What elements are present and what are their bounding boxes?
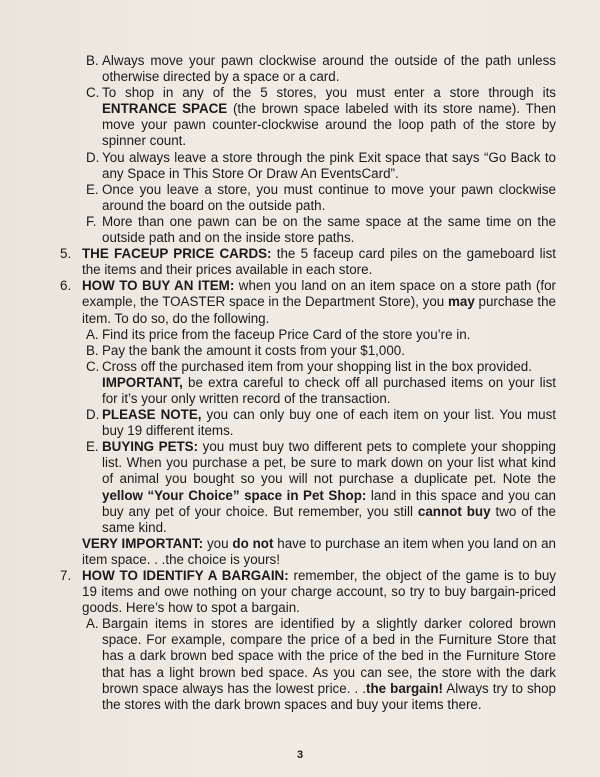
text-run: Pay the bank the amount it costs from your $1,000.: [102, 342, 405, 358]
item-label: E.: [86, 439, 99, 455]
item-label: [86, 375, 102, 407]
rule-item: [86, 85, 556, 149]
bold-text: HOW TO IDENTIFY A BARGAIN:: [82, 568, 289, 583]
sub-item: [86, 375, 556, 407]
item-label: A.: [86, 616, 99, 632]
text-run: More than one pawn can be on the same space at the same time on the outside path and on the inside store paths.: [102, 213, 556, 246]
item-text: [82, 246, 556, 278]
sub-item: [86, 616, 556, 713]
bold-text: THE FACEUP PRICE CARDS:: [82, 246, 272, 262]
text-run: Always move your pawn clockwise around the outside of the path unless otherwise directed by a space or a card.: [102, 53, 556, 85]
text-run: Bargain items in stores are identified by a slightly darker colored brown space. For example, compare the price of a bed in the Furniture Store that has a dark brown bed space with the price of the bed in the Furniture Store that has a light brown bed space. As you can see, the store with the dark brown space always has the lowest price. . .: [102, 616, 556, 696]
rule-item: [86, 182, 556, 214]
bold-text: ENTRANCE SPACE: [102, 101, 228, 117]
text-run: the 5 faceup card piles on the gameboard list the items and their prices available in each store.: [82, 246, 556, 278]
text-run: Cross off the purchased item from your shopping list in the box provided.: [102, 358, 532, 374]
item-label: D.: [86, 407, 100, 423]
text-run: have to purchase an item when you land on an item space. . .the choice is yours!: [82, 535, 556, 567]
item-text: [102, 616, 556, 713]
item-text: [102, 85, 556, 149]
item-label: E.: [86, 181, 99, 197]
item-label: B.: [86, 53, 99, 68]
text-run: Once you leave a store, you must continue to move your pawn clockwise around the board on the outside path.: [102, 181, 556, 213]
text-run: land in this space and you can buy any pet of your choice. But remember, you still: [102, 487, 557, 519]
section-heading-row: [60, 246, 556, 278]
text-run: Always try to shop the stores with the dark brown spaces and buy your items there.: [102, 680, 556, 712]
item-text: [82, 278, 556, 326]
section-6-how-to-buy: [60, 278, 556, 568]
item-label: A.: [86, 326, 99, 342]
text-run: when you land on an item space on a store path (for example, the TOASTER space in the Department Store), you: [82, 278, 557, 310]
item-text: [102, 150, 556, 182]
item-text: [82, 568, 556, 616]
rule-item: [86, 150, 556, 182]
item-text: [102, 327, 556, 343]
text-run: To shop in any of the 5 stores, you must enter a store through its: [102, 85, 556, 101]
text-run: (the brown space labeled with its store name). Then move your pawn counter-clockwise around the loop path of the store by spinner count.: [102, 101, 556, 149]
item-text: [102, 214, 556, 246]
section-7-identify-bargain: [60, 568, 556, 713]
item-text: [102, 53, 556, 85]
text-run: purchase the item. To do so, do the following.: [82, 294, 556, 326]
bold-text: yellow “Your Choice” space in Pet Shop:: [102, 487, 367, 503]
text-run: two of the same kind.: [102, 503, 556, 535]
text-run: You always leave a store through the pink Exit space that says “Go Back to any Space in This Store Or Draw An EventsCard”.: [102, 149, 556, 181]
text-run: remember, the object of the game is to buy 19 items and owe nothing on your charge account, so try to buy bargain-priced goods. Here’s how to spot a bargain.: [82, 568, 556, 616]
item-label: F.: [86, 213, 97, 229]
text-run: you must buy two different pets to complete your shopping list. When you purchase a pet, be sure to mark down on your list what kind of animal you bought so you will not purchase a duplicate pet. Note the: [102, 439, 556, 487]
bold-text: cannot buy: [417, 503, 491, 519]
very-important-note: [82, 536, 556, 568]
movement-rules-list: [60, 53, 556, 246]
page-number: 3: [296, 749, 304, 761]
item-text: [102, 407, 556, 439]
item-label: B.: [86, 342, 99, 358]
bold-text: IMPORTANT,: [102, 374, 183, 390]
bold-text: BUYING PETS:: [102, 439, 199, 455]
sub-item: [86, 327, 556, 343]
bold-text: PLEASE NOTE,: [102, 407, 202, 423]
section-heading-row: [60, 278, 556, 326]
text-run: be extra careful to check off all purchased items on your list for it’s your only written record of the transaction.: [102, 374, 556, 406]
item-text: [102, 343, 556, 359]
item-label: C.: [86, 85, 100, 101]
rule-item: [86, 53, 556, 85]
item-text: [102, 182, 556, 214]
text-run: you: [203, 535, 233, 551]
item-label: D.: [86, 149, 100, 165]
item-label: C.: [86, 358, 100, 374]
sub-item: [86, 343, 556, 359]
text-run: you can only buy one of each item on your list. You must buy 19 different items.: [102, 407, 556, 439]
item-label: 5.: [60, 246, 72, 262]
sub-item: [86, 407, 556, 439]
bold-text: the bargain!: [366, 680, 443, 696]
item-text: [102, 359, 556, 375]
item-label: 7.: [60, 568, 72, 583]
bold-text: may: [447, 294, 475, 310]
bold-text: VERY IMPORTANT:: [82, 535, 204, 551]
section-heading-row: [60, 568, 556, 616]
bold-text: HOW TO BUY AN ITEM:: [82, 278, 235, 294]
sub-item: [86, 439, 556, 536]
item-text: [102, 439, 556, 536]
rule-item: [86, 214, 556, 246]
item-label: 6.: [60, 278, 72, 294]
bold-text: do not: [232, 535, 274, 551]
section-5-faceup-price-cards: [60, 246, 556, 278]
item-text: [102, 375, 556, 407]
rules-text: [60, 53, 556, 713]
text-run: Find its price from the faceup Price Card of the store you’re in.: [102, 326, 471, 342]
sub-item: [86, 359, 556, 375]
